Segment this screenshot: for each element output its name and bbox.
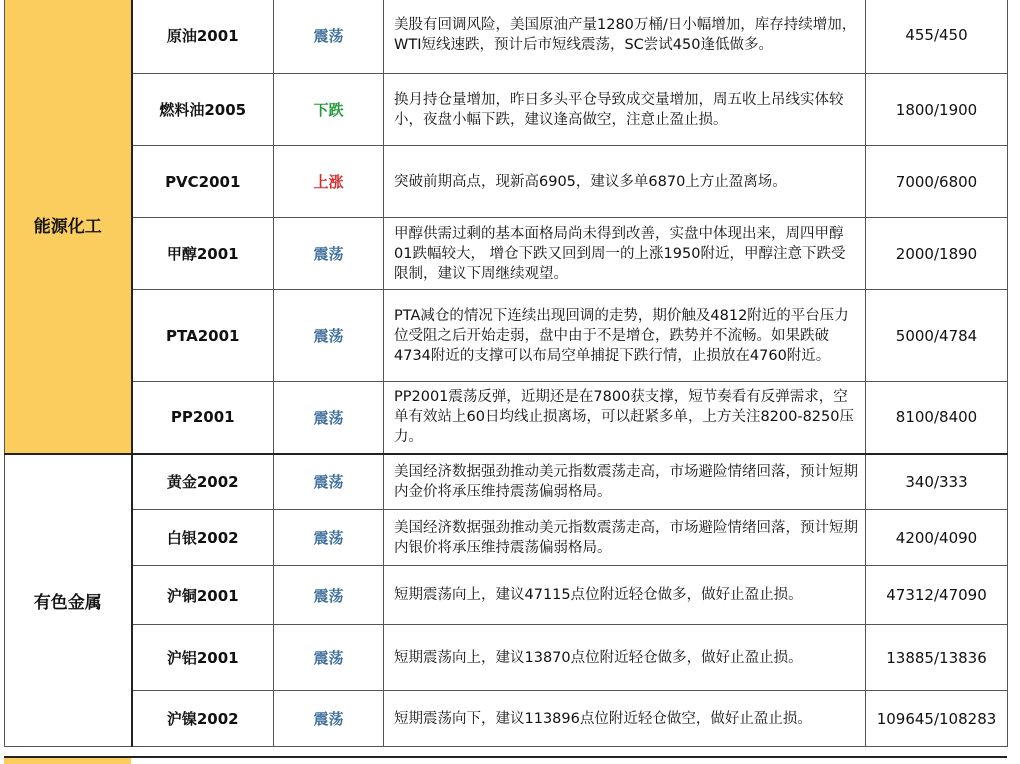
product-name: 原油2001 <box>132 0 274 74</box>
trend-label: 震荡 <box>274 454 384 510</box>
price-range: 13885/13836 <box>866 625 1008 691</box>
category-cell: 能源化工 <box>5 0 132 454</box>
next-section-edge <box>4 756 1007 764</box>
price-range: 340/333 <box>866 454 1008 510</box>
comment-text: 美股有回调风险，美国原油产量1280万桶/日小幅增加，库存持续增加，WTI短线速跌，预计后市短线震荡，SC尝试450逢低做多。 <box>384 0 866 74</box>
product-name: PVC2001 <box>132 146 274 218</box>
trend-label: 上涨 <box>274 146 384 218</box>
product-name: PTA2001 <box>132 290 274 382</box>
product-name: 黄金2002 <box>132 454 274 510</box>
table-row <box>5 74 1008 146</box>
trend-label: 震荡 <box>274 510 384 566</box>
comment-text: PP2001震荡反弹，近期还是在7800获支撑，短节奏看有反弹需求，空单有效站上60日均线止损离场，可以赶紧多单，上方关注8200-8250压力。 <box>384 382 866 454</box>
product-name: 沪铝2001 <box>132 625 274 691</box>
product-name: PP2001 <box>132 382 274 454</box>
price-range: 4200/4090 <box>866 510 1008 566</box>
price-range: 5000/4784 <box>866 290 1008 382</box>
price-range: 109645/108283 <box>866 691 1008 747</box>
trend-label: 震荡 <box>274 566 384 625</box>
product-name: 燃料油2005 <box>132 74 274 146</box>
table-row <box>5 146 1008 218</box>
table-row <box>5 382 1008 454</box>
trend-label: 震荡 <box>274 218 384 290</box>
table-row <box>5 0 1008 74</box>
comment-text: 美国经济数据强劲推动美元指数震荡走高，市场避险情绪回落，预计短期内银价将承压维持震荡偏弱格局。 <box>384 510 866 566</box>
price-range: 8100/8400 <box>866 382 1008 454</box>
product-name: 白银2002 <box>132 510 274 566</box>
comment-text: 突破前期高点，现新高6905，建议多单6870上方止盈离场。 <box>384 146 866 218</box>
trend-label: 震荡 <box>274 625 384 691</box>
comment-text: 短期震荡向上，建议13870点位附近轻仓做多，做好止盈止损。 <box>384 625 866 691</box>
table-row <box>5 566 1008 625</box>
comment-text: 甲醇供需过剩的基本面格局尚未得到改善，实盘中体现出来，周四甲醇01跌幅较大， 增仓下跌又回到周一的上涨1950附近，甲醇注意下跌受限制，建议下周继续观望。 <box>384 218 866 290</box>
price-range: 2000/1890 <box>866 218 1008 290</box>
price-range: 47312/47090 <box>866 566 1008 625</box>
comment-text: 短期震荡向上，建议47115点位附近轻仓做多，做好止盈止损。 <box>384 566 866 625</box>
product-name: 甲醇2001 <box>132 218 274 290</box>
comment-text: PTA减仓的情况下连续出现回调的走势，期价触及4812附近的平台压力位受阻之后开始走弱，盘中由于不是增仓，跌势并不流畅。如果跌破4734附近的支撑可以布局空单捕捉下跌行情，止损放在4760附近。 <box>384 290 866 382</box>
table-row <box>5 510 1008 566</box>
product-name: 沪铜2001 <box>132 566 274 625</box>
table-row <box>5 454 1008 510</box>
futures-table <box>4 0 1008 747</box>
price-range: 455/450 <box>866 0 1008 74</box>
trend-label: 震荡 <box>274 691 384 747</box>
trend-label: 下跌 <box>274 74 384 146</box>
comment-text: 美国经济数据强劲推动美元指数震荡走高，市场避险情绪回落，预计短期内金价将承压维持震荡偏弱格局。 <box>384 454 866 510</box>
comment-text: 换月持仓量增加，昨日多头平仓导致成交量增加，周五收上吊线实体较小，夜盘小幅下跌，建议逢高做空，注意止盈止损。 <box>384 74 866 146</box>
table-row <box>5 218 1008 290</box>
table-row <box>5 290 1008 382</box>
product-name: 沪镍2002 <box>132 691 274 747</box>
trend-label: 震荡 <box>274 382 384 454</box>
category-cell: 有色金属 <box>5 454 132 747</box>
comment-text: 短期震荡向下，建议113896点位附近轻仓做空，做好止盈止损。 <box>384 691 866 747</box>
table-row <box>5 625 1008 691</box>
price-range: 7000/6800 <box>866 146 1008 218</box>
trend-label: 震荡 <box>274 290 384 382</box>
trend-label: 震荡 <box>274 0 384 74</box>
price-range: 1800/1900 <box>866 74 1008 146</box>
table-row <box>5 691 1008 747</box>
